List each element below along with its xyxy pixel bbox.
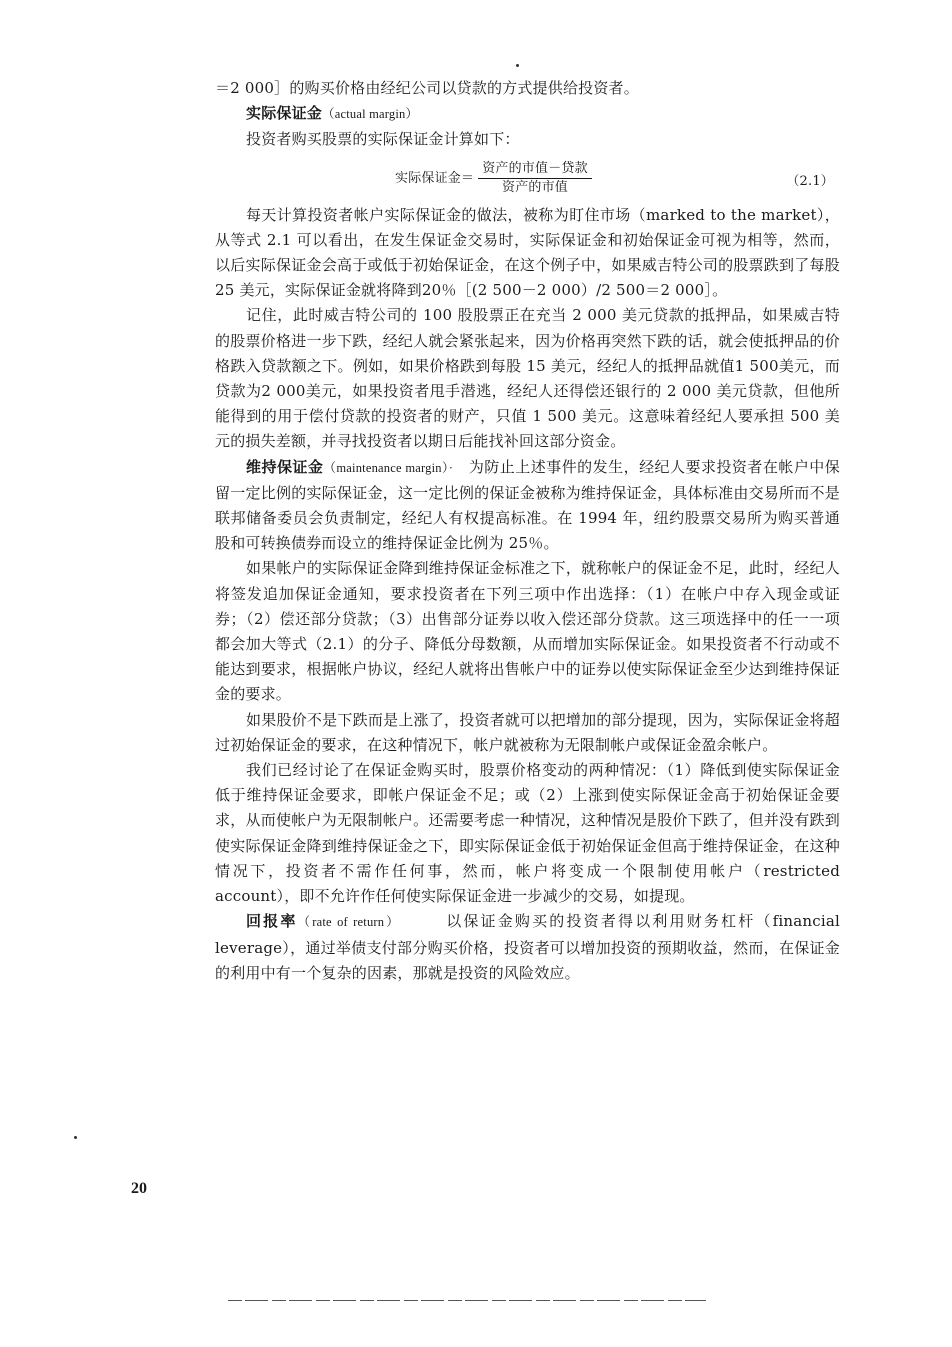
continued-line: ＝2 000］的购买价格由经纪公司以贷款的方式提供给投资者。 — [215, 79, 639, 97]
formula-expression — [395, 161, 592, 196]
paragraph-rate-of-return — [215, 909, 840, 986]
formula-denominator: 资产的市值 — [502, 179, 569, 195]
formula-fraction — [478, 161, 592, 196]
paragraph-two-cases: 我们已经讨论了在保证金购买时，股票价格变动的两种情况：（1）降低到使实际保证金低于维持保证金要求，即帐户保证金不足；或（2）上涨到使实际保证金高于初始保证金要求，从而使帐户为无限制帐户。还需要考虑一种情况，这种情况是股价下跌了，但并没有跌到使实际保证金降到维持保证金之下，即实际保证金低于初始保证金但高于维持保证金，在这种情况下，投资者不需作任何事，然而，帐户将变成一个限制使用帐户（restricted account），即不允许作任何使实际保证金进一步减少的交易，如提现。 — [215, 761, 840, 906]
paragraph-unrestricted: 如果股价不是下跌而是上涨了，投资者就可以把增加的部分提现，因为，实际保证金将超过初始保证金的要求，在这种情况下，帐户就被称为无限制帐户或保证金盈余帐户。 — [215, 710, 840, 754]
paragraph-undermargined: 如果帐户的实际保证金降到维持保证金标准之下，就称帐户的保证金不足，此时，经纪人将签发追加保证金通知，要求投资者在下列三项中作出选择：（1）在帐户中存入现金或证券；（2）偿还部分贷款；（3）出售部分证券以收入偿还部分贷款。这三项选择中的任一一项都会加大等式（2.1）的分子、降低分母数额，从而增加实际保证金。如果投资者不行动或不能达到要求，根据帐户协议，经纪人就将出售帐户中的证券以使实际保证金至少达到维持保证金的要求。 — [215, 559, 840, 704]
rate-of-return-text: 以保证金购买的投资者得以利用财务杠杆（financial leverage），通过举债支付部分购买价格，投资者可以增加投资的预期收益，然而，在保证金的利用中有一个复杂的因素，那就是投资的风险效应。 — [215, 912, 840, 982]
scan-speck — [516, 64, 519, 67]
heading-actual-margin-en: （actual margin） — [322, 107, 419, 122]
formula-intro: 投资者购买股票的实际保证金计算如下： — [246, 130, 520, 149]
heading-maintenance-margin: 维持保证金 — [246, 457, 324, 476]
heading-rate-of-return-en: （rate of return） — [297, 915, 395, 930]
formula-lhs: 实际保证金＝ — [395, 170, 475, 186]
heading-maintenance-margin-en: （maintenance margin）· — [323, 460, 454, 475]
paragraph-marked-to-market: 每天计算投资者帐户实际保证金的做法，被称为盯住市场（marked to the market），从等式 2.1 可以看出，在发生保证金交易时，实际保证金和初始保证金可视为相等，然而，以后实际保证金会高于或低于初始保证金，在这个例子中，如果威吉特公司的股票跌到了每股 25 美元，实际保证金就将降到20％［(2 500－2 000）/2 500＝2 000］。 — [215, 205, 840, 300]
scan-edge-line — [228, 1300, 706, 1301]
maintenance-margin-text: 为防止上述事件的发生，经纪人要求投资者在帐户中保留一定比例的实际保证金，这一定比例的保证金被称为维持保证金，具体标准由交易所而不是联邦储备委员会负责制定，经纪人有权提高标准。在 1994 年，纽约股票交易所为购买普通股和可转换债券而设立的维持保证金比例为 25％。 — [215, 457, 840, 553]
paragraph-maintenance-margin — [215, 455, 840, 557]
formula-numerator: 资产的市值－贷款 — [478, 161, 592, 179]
page-number: 20 — [131, 1180, 147, 1197]
formula-2-1 — [215, 155, 840, 199]
scan-speck — [74, 1136, 77, 1139]
heading-actual-margin: 实际保证金 — [246, 104, 323, 123]
heading-rate-of-return: 回报率 — [246, 912, 298, 931]
body-text — [215, 76, 840, 986]
section-heading-actual-margin — [215, 101, 840, 127]
equation-number: （2.1） — [786, 173, 834, 189]
paragraph-remember: 记住，此时威吉特公司的 100 股股票正在充当 2 000 美元贷款的抵押品，如果威吉特的股票价格进一步下跌，经纪人就会紧张起来，因为价格再突然下跌的话，就会使抵押品的价格跌入贷款额之下。例如，如果价格跌到每股 15 美元，经纪人的抵押品就值1 500美元，而贷款为2 000美元，如果投资者甩手潜逃，经纪人还得偿还银行的 2 000 美元贷款，但他所能得到的用于偿付贷款的投资者的财产，只值 1 500 美元。这意味着经纪人要承担 500 美元的损失差额，并寻找投资者以期日后能找补回这部分资金。 — [215, 306, 840, 451]
